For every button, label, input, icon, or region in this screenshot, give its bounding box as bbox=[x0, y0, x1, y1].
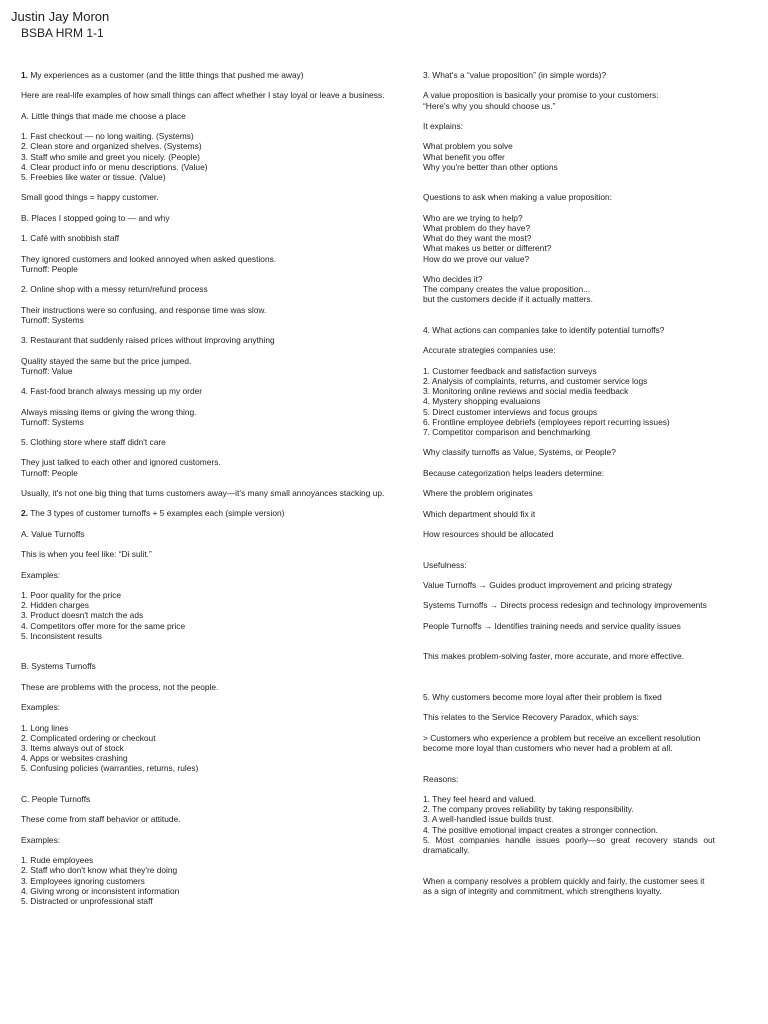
left-paragraph bbox=[21, 111, 406, 121]
left-paragraph bbox=[21, 305, 406, 325]
text-line: A value proposition is basically your promise to your customers: bbox=[423, 90, 659, 101]
text-line: 3. Employees ignoring customers bbox=[21, 875, 145, 886]
right-paragraph bbox=[423, 121, 715, 131]
text-line: 3. What's a “value proposition” (in simple words)? bbox=[423, 70, 607, 80]
text-line: 6. Frontline employee debriefs (employees report recurring issues) bbox=[423, 416, 670, 427]
text-line: This makes problem-solving faster, more accurate, and more effective. bbox=[423, 651, 684, 662]
text-line: How resources should be allocated bbox=[423, 528, 554, 539]
text-line: Accurate strategies companies use: bbox=[423, 345, 556, 356]
text-line: What makes us better or different? bbox=[423, 243, 552, 254]
left-column bbox=[21, 70, 406, 916]
text-line: Turnoff: People bbox=[21, 467, 78, 478]
text-line: A. Value Turnoffs bbox=[21, 528, 85, 539]
left-paragraph bbox=[21, 702, 406, 712]
left-paragraph bbox=[21, 407, 406, 427]
text-line: This is when you feel like: “Di sulit.” bbox=[21, 549, 152, 560]
text-line: Value Turnoffs → Guides product improvement and pricing strategy bbox=[423, 579, 673, 590]
text-line: Because categorization helps leaders determine: bbox=[423, 467, 605, 478]
text-line: B. Systems Turnoffs bbox=[21, 661, 96, 672]
text-line: 1. Customer feedback and satisfaction surveys bbox=[423, 365, 597, 376]
left-paragraph bbox=[21, 855, 406, 906]
left-paragraph bbox=[21, 233, 406, 243]
text-line: People Turnoffs → Identifies training needs and service quality issues bbox=[423, 620, 681, 631]
text-line: Usually, it's not one big thing that turns customers away—it's many small annoyances stacking up. bbox=[21, 488, 385, 499]
text-line: 4. Clear product info or menu descriptions. (Value) bbox=[21, 161, 208, 172]
left-paragraph bbox=[21, 661, 406, 671]
text-line: Quality stayed the same but the price jumped. bbox=[21, 355, 192, 366]
text-line: The company creates the value proposition... bbox=[423, 284, 591, 295]
text-line: 3. Product doesn't match the ads bbox=[21, 610, 144, 621]
text-line: When a company resolves a problem quickly and fairly, the customer sees it bbox=[423, 875, 705, 886]
right-paragraph bbox=[423, 141, 715, 172]
text-line: 4. Mystery shopping evaluaions bbox=[423, 396, 541, 407]
text-line: Always missing items or giving the wrong thing. bbox=[21, 406, 197, 417]
text-line: as a sign of integrity and commitment, which strengthens loyalty. bbox=[423, 885, 662, 896]
text-line: Turnoff: People bbox=[21, 263, 78, 274]
text-line: B. Places I stopped going to — and why bbox=[21, 212, 170, 223]
text-line: 4. What actions can companies take to identify potential turnoffs? bbox=[423, 324, 665, 335]
text-line: 5. Most companies handle issues poorly—so great recovery stands out dramatically. bbox=[423, 834, 715, 856]
text-line: 7. Competitor comparison and benchmarking bbox=[423, 426, 591, 437]
text-line: 5. Why customers become more loyal after their problem is fixed bbox=[423, 692, 662, 703]
right-paragraph bbox=[423, 366, 715, 437]
text-line: What problem you solve bbox=[423, 141, 513, 152]
text-line: 5. Freebies like water or tissue. (Value) bbox=[21, 171, 166, 182]
text-line: 2. Staff who don't know what they're doing bbox=[21, 865, 178, 876]
right-paragraph bbox=[423, 274, 715, 305]
text-line: become more loyal than customers who never had a problem at all. bbox=[423, 743, 673, 754]
text-line: “Here's why you should choose us.” bbox=[423, 100, 556, 111]
right-paragraph bbox=[423, 712, 715, 722]
right-paragraph bbox=[423, 192, 715, 202]
text-line: 2. Analysis of complaints, returns, and customer service logs bbox=[423, 375, 648, 386]
text-line: 3. Items always out of stock bbox=[21, 743, 124, 754]
text-line: Who decides it? bbox=[423, 273, 483, 284]
text-line: What problem do they have? bbox=[423, 222, 531, 233]
text-line: Usefulness: bbox=[423, 559, 467, 570]
left-paragraph bbox=[21, 457, 406, 477]
left-paragraph bbox=[21, 590, 406, 641]
text-line: C. People Turnoffs bbox=[21, 794, 91, 805]
course-section: BSBA HRM 1-1 bbox=[21, 26, 104, 40]
text-line: 5. Confusing policies (warranties, returns, rules) bbox=[21, 763, 199, 774]
right-paragraph bbox=[423, 529, 715, 539]
text-line: 2. Online shop with a messy return/refund process bbox=[21, 284, 208, 295]
right-paragraph bbox=[423, 213, 715, 264]
text-line: 4. The positive emotional impact creates a stronger connection. bbox=[423, 824, 658, 835]
right-paragraph bbox=[423, 90, 715, 110]
right-paragraph bbox=[423, 651, 715, 661]
text-line: Reasons: bbox=[423, 773, 459, 784]
left-paragraph bbox=[21, 70, 406, 80]
text-line: 4. Apps or websites crashing bbox=[21, 753, 128, 764]
left-paragraph bbox=[21, 488, 406, 498]
text-line bbox=[21, 70, 406, 80]
text-line: This relates to the Service Recovery Paradox, which says: bbox=[423, 712, 639, 723]
text-line: Questions to ask when making a value proposition: bbox=[423, 192, 613, 203]
text-line: 4. Competitors offer more for the same price bbox=[21, 620, 186, 631]
text-line: Examples: bbox=[21, 834, 61, 845]
left-paragraph bbox=[21, 835, 406, 845]
text-line bbox=[21, 508, 406, 518]
section-number: 2. bbox=[21, 508, 28, 519]
left-paragraph bbox=[21, 386, 406, 396]
section-number: 1. bbox=[21, 70, 28, 80]
text-line: 3. Staff who smile and greet you nicely. (People) bbox=[21, 151, 200, 162]
left-paragraph bbox=[21, 131, 406, 182]
text-line: Which department should fix it bbox=[423, 508, 536, 519]
text-line: 5. Distracted or unprofessional staff bbox=[21, 896, 153, 906]
text-line: Why you're better than other options bbox=[423, 161, 558, 172]
text-line: 2. Clean store and organized shelves. (Systems) bbox=[21, 141, 202, 152]
right-paragraph bbox=[423, 733, 715, 753]
text-line: These come from staff behavior or attitude. bbox=[21, 814, 181, 825]
right-paragraph bbox=[423, 325, 715, 335]
left-paragraph bbox=[21, 814, 406, 824]
text-line: What benefit you offer bbox=[423, 151, 505, 162]
right-paragraph bbox=[423, 345, 715, 355]
text-line: Examples: bbox=[21, 569, 61, 580]
text-line: A. Little things that made me choose a place bbox=[21, 110, 186, 121]
left-paragraph bbox=[21, 254, 406, 274]
text-line: Systems Turnoffs → Directs process redesign and technology improvements bbox=[423, 600, 707, 611]
text-line: 4. Giving wrong or inconsistent information bbox=[21, 885, 180, 896]
text-line: They ignored customers and looked annoyed when asked questions. bbox=[21, 253, 277, 264]
text-line: Small good things = happy customer. bbox=[21, 192, 159, 203]
section-heading: The 3 types of customer turnoffs + 5 examples each (simple version) bbox=[30, 508, 285, 519]
right-paragraph bbox=[423, 692, 715, 702]
text-line: It explains: bbox=[423, 120, 464, 131]
text-line: but the customers decide if it actually matters. bbox=[423, 294, 593, 305]
left-paragraph bbox=[21, 794, 406, 804]
text-line: 5. Direct customer interviews and focus groups bbox=[423, 406, 598, 417]
text-line: Here are real-life examples of how small things can affect whether I stay loyal or leave a business. bbox=[21, 90, 385, 101]
text-line: Turnoff: Value bbox=[21, 365, 73, 376]
text-line: 1. Fast checkout — no long waiting. (Systems) bbox=[21, 131, 194, 142]
left-paragraph bbox=[21, 723, 406, 774]
right-paragraph bbox=[423, 794, 715, 855]
left-paragraph bbox=[21, 549, 406, 559]
left-paragraph bbox=[21, 90, 406, 100]
text-line: 1. They feel heard and valued. bbox=[423, 794, 536, 805]
text-line: Where the problem originates bbox=[423, 488, 533, 499]
text-line: 1. Poor quality for the price bbox=[21, 590, 122, 601]
text-line: 1. Rude employees bbox=[21, 855, 94, 866]
text-line: Their instructions were so confusing, and response time was slow. bbox=[21, 304, 267, 315]
left-paragraph bbox=[21, 508, 406, 518]
left-paragraph bbox=[21, 437, 406, 447]
left-paragraph bbox=[21, 213, 406, 223]
text-line: Turnoff: Systems bbox=[21, 416, 84, 427]
right-paragraph bbox=[423, 560, 715, 570]
text-line: Why classify turnoffs as Value, Systems, or People? bbox=[423, 447, 616, 458]
left-paragraph bbox=[21, 335, 406, 345]
right-paragraph bbox=[423, 447, 715, 457]
left-paragraph bbox=[21, 192, 406, 202]
right-paragraph bbox=[423, 468, 715, 478]
section-heading: My experiences as a customer (and the little things that pushed me away) bbox=[30, 70, 304, 80]
text-line: 5. Inconsistent results bbox=[21, 630, 102, 641]
text-line: 1. Café with snobbish staff bbox=[21, 233, 120, 244]
right-paragraph bbox=[423, 774, 715, 784]
text-line: 3. A well-handled issue builds trust. bbox=[423, 814, 554, 825]
right-paragraph bbox=[423, 580, 715, 590]
text-line: They just talked to each other and ignored customers. bbox=[21, 457, 221, 468]
right-paragraph bbox=[423, 70, 715, 80]
text-line: 2. The company proves reliability by taking responsibility. bbox=[423, 804, 634, 815]
left-paragraph bbox=[21, 529, 406, 539]
text-line: 2. Complicated ordering or checkout bbox=[21, 732, 156, 743]
author-name: Justin Jay Moron bbox=[11, 9, 110, 24]
text-line: > Customers who experience a problem but receive an excellent resolution bbox=[423, 732, 701, 743]
text-line: 3. Restaurant that suddenly raised prices without improving anything bbox=[21, 335, 275, 346]
text-line: 3. Monitoring online reviews and social media feedback bbox=[423, 386, 629, 397]
left-paragraph bbox=[21, 356, 406, 376]
text-line: How do we prove our value? bbox=[423, 253, 530, 264]
left-paragraph bbox=[21, 570, 406, 580]
right-column bbox=[423, 70, 715, 906]
right-paragraph bbox=[423, 621, 715, 631]
text-line: Examples: bbox=[21, 702, 61, 713]
left-paragraph bbox=[21, 284, 406, 294]
text-line: Who are we trying to help? bbox=[423, 212, 523, 223]
text-line: 2. Hidden charges bbox=[21, 600, 89, 611]
right-paragraph bbox=[423, 488, 715, 498]
left-paragraph bbox=[21, 682, 406, 692]
right-paragraph bbox=[423, 600, 715, 610]
right-paragraph bbox=[423, 876, 715, 896]
text-line: 5. Clothing store where staff didn't care bbox=[21, 437, 166, 448]
text-line: 1. Long lines bbox=[21, 722, 69, 733]
text-line: Turnoff: Systems bbox=[21, 314, 84, 325]
text-line: 4. Fast-food branch always messing up my order bbox=[21, 386, 203, 397]
text-line: What do they want the most? bbox=[423, 233, 532, 244]
document-header bbox=[11, 8, 109, 41]
text-line: These are problems with the process, not the people. bbox=[21, 681, 219, 692]
right-paragraph bbox=[423, 509, 715, 519]
